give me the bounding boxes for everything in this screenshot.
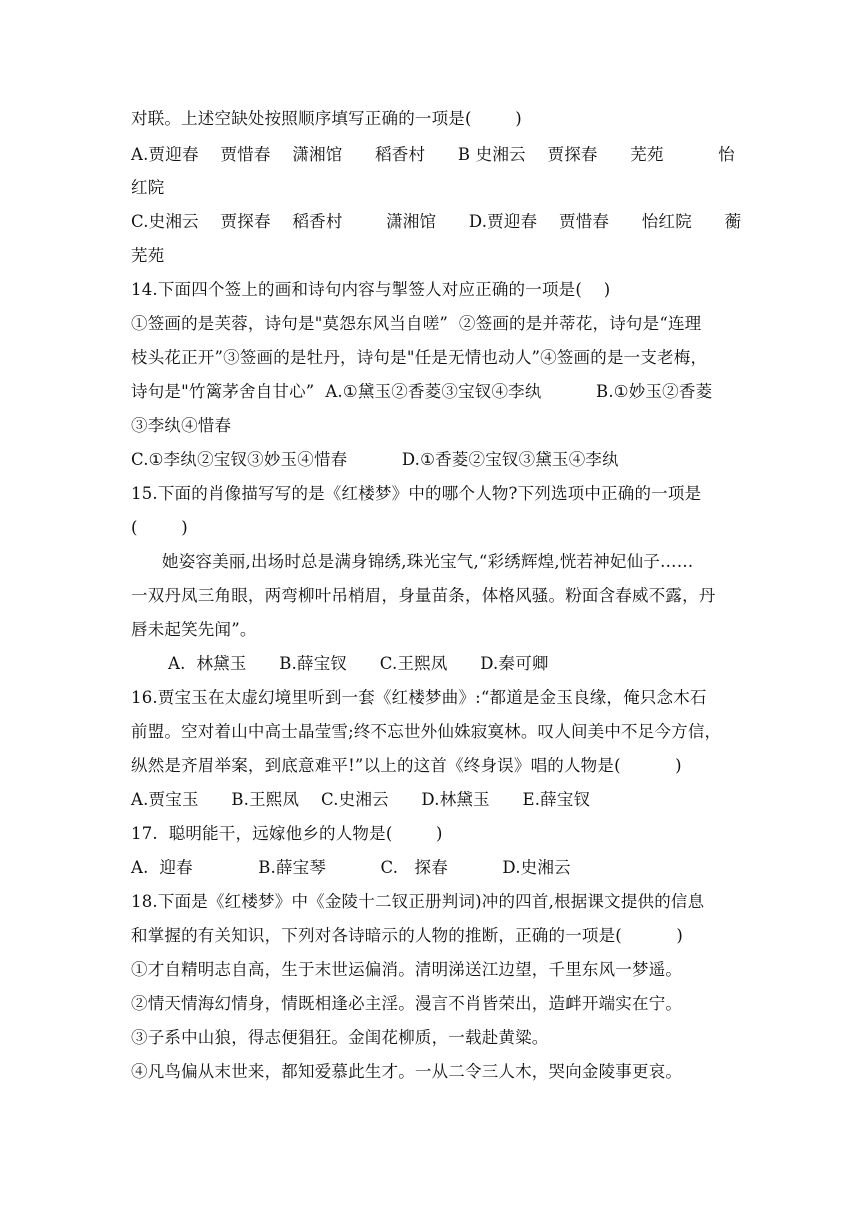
question-15-passage-2: 一双丹凤三角眼，两弯柳叶吊梢眉，身量苗条，体格风骚。粉面含春威不露，丹 — [131, 586, 716, 605]
question-15-options: A. 林黛玉 B.薛宝钗 C.王熙凤 D.秦可卿 — [168, 654, 549, 673]
question-18-poem-3: ③子系中山狼，得志便猖狂。金闺花柳质，一载赴黄粱。 — [131, 1028, 549, 1047]
question-18-poem-1: ①才自精明志自高，生于末世运偏消。清明涕送江边望，千里东风一梦遥。 — [131, 960, 683, 979]
question-15-stem: 15.下面的肖像描写写的是《红楼梦》中的哪个人物?下列选项中正确的一项是 — [131, 484, 702, 503]
question-16-line-3: 纵然是齐眉举案，到底意难平!”以上的这首《终身误》唱的人物是( ) — [131, 756, 682, 775]
question-15-passage-1: 她姿容美丽,出场时总是满身锦绣,珠光宝气,“彩绣辉煌,恍若神妃仙子…… — [162, 552, 694, 571]
text-line-q13-tail: 对联。上述空缺处按照顺序填写正确的一项是( ) — [131, 109, 522, 128]
question-18-stem: 18.下面是《红楼梦》中《金陵十二钗正册判词)冲的四首,根据课文提供的信息 — [131, 892, 705, 911]
question-14-options-cd: C.①李纨②宝钗③妙玉④惜春 D.①香菱②宝钗③黛玉④李纨 — [131, 450, 619, 469]
question-16-options: A.贾宝玉 B.王熙凤 C.史湘云 D.林黛玉 E.薛宝钗 — [131, 790, 591, 809]
question-15-passage-3: 唇未起笑先闻”。 — [131, 620, 257, 639]
question-18-poem-2: ②情天情海幻情身，情既相逢必主淫。漫言不肖皆荣出，造衅开端实在宁。 — [131, 994, 683, 1013]
question-17-options: A. 迎春 B.薛宝琴 C. 探春 D.史湘云 — [131, 858, 571, 877]
question-15-blank: ( ) — [131, 518, 188, 537]
question-17-stem: 17. 聪明能干，远嫁他乡的人物是( ) — [131, 824, 443, 843]
question-18-poem-4: ④凡鸟偏从末世来，都知爱慕此生才。一从二令三人木，哭向金陵事更哀。 — [131, 1062, 683, 1081]
question-14-line-2: 枝头花正开”③签画的是牡丹，诗句是"任是无情也动人”④签画的是一支老梅， — [131, 348, 708, 367]
question-14-stem: 14.下面四个签上的画和诗句内容与掣签人对应正确的一项是( ) — [131, 280, 611, 299]
text-line-q13-option-ab-cont: 红院 — [131, 178, 165, 197]
question-14-line-1: ①签画的是芙蓉，诗句是"莫怨东风当自嗟” ②签画的是并蒂花，诗句是“连理 — [131, 314, 702, 333]
question-18-stem-cont: 和掌握的有关知识，下列对各诗暗示的人物的推断，正确的一项是( ) — [131, 926, 684, 945]
question-14-line-4: ③李纨④惜春 — [131, 416, 232, 435]
text-line-q13-option-ab: A.贾迎春 贾惜春 潇湘馆 稻香村 B 史湘云 贾探春 芜苑 怡 — [131, 145, 735, 164]
question-16-stem: 16.贾宝玉在太虚幻境里听到一套《红楼梦曲》:“都道是金玉良缘，俺只念木石 — [131, 688, 707, 707]
text-line-q13-option-cd: C.史湘云 贾探春 稻香村 潇湘馆 D.贾迎春 贾惜春 怡红院 蘅 — [131, 212, 742, 231]
question-14-line-3: 诗句是"竹篱茅舍自甘心” A.①黛玉②香菱③宝钗④李纨 B.①妙玉②香菱 — [131, 382, 713, 401]
text-line-q13-option-cd-cont: 芜苑 — [131, 246, 165, 265]
question-16-line-2: 前盟。空对着山中高士晶莹雪;终不忘世外仙姝寂寞林。叹人间美中不足今方信， — [131, 722, 722, 741]
